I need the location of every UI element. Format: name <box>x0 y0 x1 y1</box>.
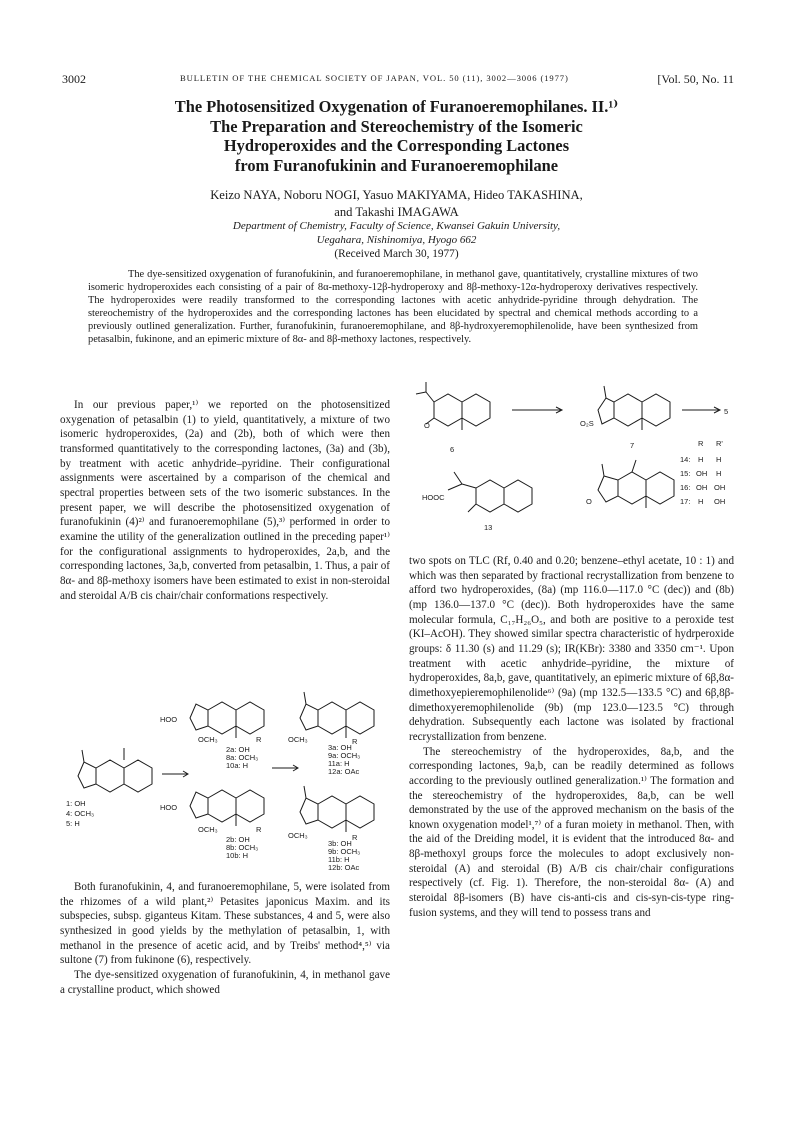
label-o2s: O₂S <box>580 419 594 428</box>
affiliation-line: Uegahara, Nishinomiya, Hyogo 662 <box>316 234 477 247</box>
label-r: R <box>352 737 358 746</box>
reaction-scheme-fukinone <box>402 380 734 548</box>
row-r2: H <box>716 469 722 478</box>
row-num: 16: <box>680 483 691 492</box>
label-compound-13: 13 <box>484 523 493 532</box>
label-compound: 8a: OCH₃ <box>226 753 259 762</box>
label-compound-7: 7 <box>630 441 635 450</box>
row-r2: H <box>716 455 722 464</box>
abstract: The dye-sensitized oxygenation of furanofukinin, and furanoeremophilane, in methanol gave, quantitatively, crystalline mixtures of two isomeric hydroperoxides each consisting of a pair of 8α-methoxy-12β-hydroperoxy and 8β-methoxy-12α-hydroperoxy derivatives respectively. The hydroperoxides were readily transformed to the corresponding lactones with acetic anhydride-pyridine through dehydration. The stereochemistry of the hydroperoxides and the corresponding lactones has been elucidated by spectral and chemical methods according to a previously outlined generalization. Further, furanofukinin, furanoeremophilane, and 8β-hydroxyeremophilenolide, have been synthesized from petasalbin, fukinone, and an epimeric mixture of 8α- and 8β-methoxy lactones, respectively. <box>88 269 698 346</box>
paragraph: two spots on TLC (Rf, 0.40 and 0.20; benzene–ethyl acetate, 10 : 1) and which was then separated by fractional recrystallization from benzene to afford two hydroperoxides, (8a) (mp 116.0—117.0 °C (dec)) and (8b) (mp 136.0—137.0 °C (dec)). Both hydroperoxides have the same molecular formula, C₁₇H₂₆O₅, and both are positive to a peroxide test (KI–AcOH). They showed similar spectra characteristic of hydrperoxide groups: δ 11.30 (s) and 11.29 (s); IR(KBr): 3380 and 3350 cm⁻¹. Upon treatment with acetic anhydride–pyridine, the mixture of hydroperoxides, 8a,b, gave, quantitatively, an epimeric mixture of 6β,8α-dimethoxyepieremophilenolide⁶⁾ (9a) (mp 132.5—133.5 °C) and 6β,8β-dimethoxyeremophilenolide (9b) (mp 123.0—123.5 °C) through dehydration. Subsequently each lactone was isolated by fractional recrystallization from benzene. <box>409 555 734 743</box>
label-compound: 10a: H <box>226 761 249 770</box>
volume-issue: [Vol. 50, No. 11 <box>657 72 734 86</box>
title-line: The Preparation and Stereochemistry of the Isomeric <box>210 116 583 136</box>
label-compound: 2a: OH <box>226 745 250 754</box>
row-r: OH <box>696 469 708 478</box>
label-och3: OCH₃ <box>288 831 308 840</box>
title-line: The Photosensitized Oxygenation of Furanoeremophilanes. II.¹⁾ <box>174 97 619 116</box>
title-line: Hydroperoxides and the Corresponding Lactones <box>223 136 570 156</box>
row-r2: OH <box>714 483 726 492</box>
row-r: H <box>698 497 704 506</box>
svg-text:O: O <box>586 497 592 506</box>
author-line: Keizo NAYA, Noboru NOGI, Yasuo MAKIYAMA, Hideo TAKASHINA, <box>210 188 583 202</box>
label-hooc: HOOC <box>422 493 445 502</box>
label-r: R <box>352 833 358 842</box>
label-compound: 4: OCH₃ <box>66 809 95 818</box>
row-r2: OH <box>714 497 726 506</box>
received-date: (Received March 30, 1977) <box>334 248 459 260</box>
paragraph: The dye-sensitized oxygenation of furanofukinin, 4, in methanol gave a crystalline product, which showed <box>60 968 390 996</box>
row-num: 14: <box>680 455 691 464</box>
scheme-labels <box>66 715 360 872</box>
paragraph: The stereochemistry of the hydroperoxides, 8a,b, and the corresponding lactones, 9a,b, can be readily determined as follows according to the previously outlined generalization.¹⁾ The formation and the stereochemistry of the hydroperoxides, 8a,b, can be well demonstrated by the use of the approved mechanism on the basis of the known oxygenation model¹,⁷⁾ of a furan moiety in methanol. Then, with the aid of the Dreiding model, it is evident that the introduced 8α- and 8β-methoxyl groups force the molecules to adopt exclusively non-steroidal (A) and steroidal (B) A/B cis chair/chair configurations respectively (cf. Fig. 1). Therefore, the non-steroidal 8α- (A) and steroidal 8β-isomers (B) have cis-anti-cis and cis-syn-cis-type ring-fusion systems, and they will tend to possess trans and <box>409 745 734 919</box>
label-r: R <box>256 735 262 744</box>
label-hoo: HOO <box>160 803 178 812</box>
paragraph: Both furanofukinin, 4, and furanoeremophilane, 5, were isolated from the rhizomes of a wild plant,²⁾ Petasites japonicus Maxim. and its subspecies, subsp. giganteus Kitam. These substances, 4 and 5, were also synthesized in good yields by the methylation of petasalbin, 1, with methanol in the presence of acetic acid, and by Treibs' method⁴,⁵⁾ via sultone (7) from fukinone (6), respectively. <box>60 881 390 967</box>
label-compound: 9b: OCH₃ <box>328 847 361 856</box>
row-r: OH <box>696 483 708 492</box>
label-och3: OCH₃ <box>198 825 218 834</box>
author-line: and Takashi IMAGAWA <box>334 204 459 219</box>
label-compound: 2b: OH <box>226 835 250 844</box>
paragraph: In our previous paper,¹⁾ we reported on the photosensitized oxygenation of petasalbin (1) to yield, quantitatively, a mixture of two isomeric hydroperoxides, (2a) and (2b), both of which were then transformed quantitatively to the corresponding lactones, (3a) and (3b), by treatment with acetic anhydride–pyridine. Their configurational assignments were ascertained by a comparison of the chemical and spectral properties between sets of the two isomeric substances. In the present paper, we will describe the photosensitized oxygenation of furanofukinin (4)²⁾ and furanoeremophilane (5),³⁾ performed in order to examine the utility of the generalization outlined in the preceding paper¹⁾ for the configurational assignments to hydroperoxides, 2a,b, and the corresponding lactones, 3a,b, converted from petasalbin, 1. Thus, a pair of 8α- and 8β-methoxy isomers have been estimated to exist in non-steroidal and steroidal A/B cis chair/chair conformations respectively. <box>60 399 390 602</box>
author-list <box>60 187 733 220</box>
label-compound: 8b: OCH₃ <box>226 843 259 852</box>
title-line: from Furanofukinin and Furanoeremophilane <box>234 155 559 175</box>
row-num: 17: <box>680 497 691 506</box>
label-compound-6: 6 <box>450 445 455 454</box>
affiliation <box>60 219 733 247</box>
label-compound: 12a: OAc <box>328 767 360 776</box>
left-column-intro <box>60 398 390 603</box>
row-num: 15: <box>680 469 691 478</box>
row-r: H <box>698 455 704 464</box>
page-number: 3002 <box>62 72 86 86</box>
label-compound: 3a: OH <box>328 743 352 752</box>
left-column-lower <box>60 880 390 997</box>
affiliation-line: Department of Chemistry, Faculty of Science, Kwansei Gakuin University, <box>232 220 561 232</box>
label-r: R <box>256 825 262 834</box>
label-och3: OCH₃ <box>288 735 308 744</box>
substituent-table <box>680 455 725 506</box>
journal-citation: BULLETIN OF THE CHEMICAL SOCIETY OF JAPAN, VOL. 50 (11), 3002—3006 (1977) <box>180 73 569 83</box>
label-compound-5: 5 <box>724 407 729 416</box>
label-r-header: R <box>698 439 704 448</box>
label-compound: 1: OH <box>66 799 86 808</box>
right-column-text <box>409 554 734 920</box>
article-title <box>60 97 733 175</box>
label-compound: 5: H <box>66 819 80 828</box>
label-compound: 12b: OAc <box>328 863 360 872</box>
label-compound: 9a: OCH₃ <box>328 751 361 760</box>
label-compound: 3b: OH <box>328 839 352 848</box>
svg-text:O: O <box>424 421 430 430</box>
label-compound: 10b: H <box>226 851 249 860</box>
label-compound: 11b: H <box>328 855 350 864</box>
label-hoo: HOO <box>160 715 178 724</box>
running-header <box>62 72 734 88</box>
label-r2-header: R' <box>716 439 723 448</box>
reaction-scheme-oxygenation <box>62 688 388 874</box>
label-och3: OCH₃ <box>198 735 218 744</box>
label-compound: 11a: H <box>328 759 350 768</box>
